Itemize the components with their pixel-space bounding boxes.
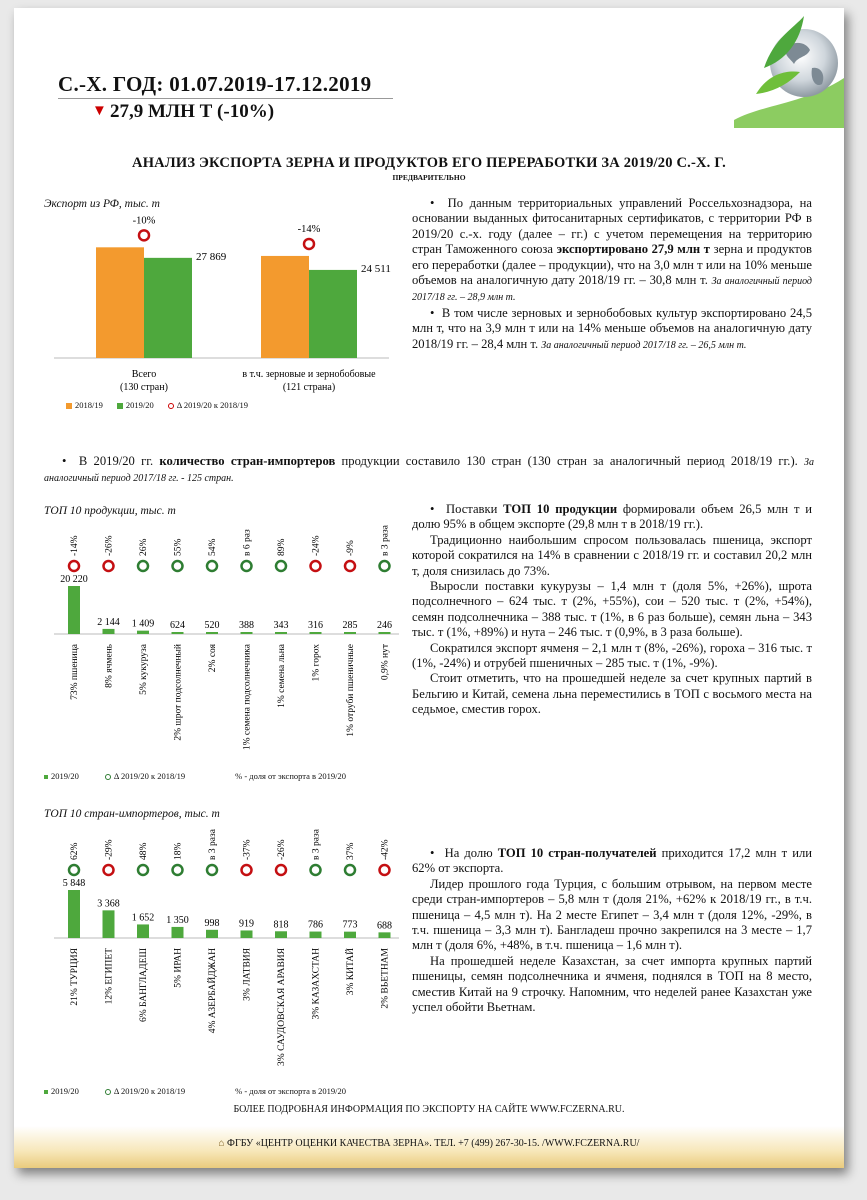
column-value-label: 2 144 [97,616,120,628]
document-page [14,8,844,1168]
delta-label: в 3 раза [380,525,391,556]
delta-label: в 3 раза [208,829,218,860]
chart1-export-svg [34,213,394,398]
column-bar [103,629,115,634]
category-label: 5% кукуруза [139,644,149,695]
category-label: 8% ячмень [104,644,115,688]
column-bar [68,890,80,938]
delta-label: в 3 раза [311,829,322,860]
delta-label: -37% [242,839,253,860]
chart1-legend [66,400,248,410]
delta-marker [304,239,314,249]
delta-label: 48% [139,842,149,860]
column-value-label: 3 368 [97,898,120,910]
category-label: в т.ч. зерновые и зернобобовые [242,369,376,380]
delta-marker [207,865,217,875]
header-title: С.-Х. ГОД: 01.07.2019-17.12.2019 [58,72,372,96]
chart3-top-countries-svg [34,820,404,1085]
column-bar [379,932,391,938]
column-bar [344,632,356,634]
category-label: 1% семена подсолнечника [242,644,253,751]
circle-icon [105,1089,111,1095]
delta-label: 37% [346,842,356,860]
main-note: ПРЕДВАРИТЕЛЬНО [392,173,466,182]
column-value-label: 343 [273,620,289,631]
bar-2018-19 [96,247,144,358]
column-bar [206,930,218,938]
red-circle-icon [168,403,174,409]
delta-label: -9% [346,540,356,556]
category-label: 1% семена льна [277,644,287,708]
category-label: 3% ЛАТВИЯ [242,948,253,1001]
bar-value-label: 24 511 [361,262,391,275]
column-value-label: 246 [377,620,392,631]
column-bar [241,930,253,938]
category-label: 6% БАНГЛАДЕШ [139,948,149,1023]
chart1-title: Экспорт из РФ, тыс. т [44,198,160,210]
column-bar [379,632,391,634]
category-label-sub: (130 стран) [120,382,168,393]
column-bar [344,932,356,938]
column-bar [137,631,149,634]
category-label: 3% САУДОВСКАЯ АРАВИЯ [277,948,287,1066]
delta-marker [311,561,321,571]
delta-marker [345,561,355,571]
column-value-label: 818 [273,919,289,931]
text-block-3: • На долю ТОП 10 стран-получателей приходится 17,2 млн т или 62% от экспорта. Лидер прошлого года Турция, с большим отрывом, на первом месте среди стран-импортеров – 5,8 млн т (доля 21%, +62% к 2018/19 гг., в т.ч. пшеница – 4,5 млн т). На 2 месте Египет – 3,4 млн т (доля 12%, -29%, в т.ч. пшеница – 3,3 млн т). Бангладеш прочно закрепился на 3 месте – 1,7 млн т (доля 6%, +48%, в т.ч. пшеница – 1,6 млн т). На прошедшей неделе Казахстан, за счет импорта крупных партий пшеницы, семян подсолнечника и ячменя, поднялся в ТОП на 8 место, сместив Китай на 9 строчку. Напомним, что неделей ранее Казахстан уже успел обойти Вьетнам. [412,846,812,1015]
column-value-label: 624 [170,620,185,631]
delta-marker [138,865,148,875]
category-label: 2% шрот подсолнечный [173,644,184,741]
importers-count-text: • В 2019/20 гг. количество стран-импортеров продукции составило 130 стран (130 стран за аналогичный период 2018/19 гг.). За аналогичный период 2017/18 гг. - 125 стран. [44,454,814,485]
main-title: АНАЛИЗ ЭКСПОРТА ЗЕРНА И ПРОДУКТОВ ЕГО ПЕРЕРАБОТКИ ЗА 2019/20 С.-Х. Г. [132,155,726,171]
column-value-label: 5 848 [62,878,86,889]
column-bar [68,586,80,634]
header-subtitle: 27,9 МЛН Т (-10%) [110,101,275,122]
delta-label: 55% [173,538,184,556]
chart2-legend: 2019/20 Δ 2019/20 к 2018/19 % - доля от экспорта в 2019/20 [44,771,346,781]
delta-marker [69,561,79,571]
delta-marker [69,865,79,875]
category-label: 0,9% нут [380,644,391,681]
delta-label: 62% [70,842,80,860]
column-value-label: 316 [308,620,323,631]
legend-item-1920: 2019/20 [117,400,154,410]
home-icon: ⌂ [218,1138,228,1149]
category-label: 73% пшеница [70,644,80,700]
green-swatch-icon [44,1090,48,1094]
bar-2019-20 [309,270,357,358]
green-swatch-icon [44,775,48,779]
category-label: 2% ВЬЕТНАМ [380,948,391,1009]
column-bar [275,931,287,938]
delta-marker [207,561,217,571]
delta-label: 26% [139,538,149,556]
delta-label: -26% [104,535,115,556]
delta-label: -10% [132,215,156,227]
footer-organization: ⌂ ФГБУ «ЦЕНТР ОЦЕНКИ КАЧЕСТВА ЗЕРНА». ТЕЛ. +7 (499) 267-30-15. /WWW.FCZERNA.RU/ [218,1138,640,1149]
delta-label: -26% [277,839,287,860]
delta-marker [173,561,183,571]
orange-swatch-icon [66,403,72,409]
header-rule [58,98,393,99]
delta-marker [380,561,390,571]
category-label: 12% ЕГИПЕТ [104,948,115,1005]
category-label: 4% АЗЕРБАЙДЖАН [208,948,218,1034]
delta-label: -24% [311,535,322,556]
delta-label: 89% [277,538,287,556]
column-bar [275,632,287,634]
column-value-label: 1 350 [166,914,189,926]
delta-marker [345,865,355,875]
chart2-top-products-svg [34,516,404,781]
text-block-2: • Поставки ТОП 10 продукции формировали объем 26,5 млн т и долю 95% в общем экспорте (29,8 млн т в 2018/19 гг.). Традиционно наибольшим спросом пользовалась пшеница, экспорт которой сократился на 14% в сравнении с 2018/19 гг. и составил 20,2 млн т, доля снизилась до 73%. Выросли поставки кукурузы – 1,4 млн т (доля 5%, +26%), шрота подсолнечного – 624 тыс. т (2%, +55%), сои – 520 тыс. т (2%, +54%), семян подсолнечника – 388 тыс. т (1%, в 6 раз больше), семян льна – 343 тыс. т (1%, +89%) и нута – 246 тыс. т (0,9%, в 3 раза больше). Сократился экспорт ячменя – 2,1 млн т (8%, -26%), гороха – 316 тыс. т (1%, -24%) и отрубей пшеничных – 285 тыс. т (1%, -9%). Стоит отметить, что на прошедшей неделе за счет крупных партий в Бельгию и Китай, семена льна переместились в ТОП с восьмого места на седьмое, сместив горох. [412,502,813,717]
bar-value-label: 27 869 [196,250,227,263]
footer-info-link[interactable]: БОЛЕЕ ПОДРОБНАЯ ИНФОРМАЦИЯ ПО ЭКСПОРТУ НА САЙТЕ WWW.FCZERNA.RU. [233,1104,625,1115]
category-label: 3% КАЗАХСТАН [311,948,322,1020]
column-value-label: 998 [204,917,220,929]
globe-logo-icon [734,8,844,128]
delta-label: -42% [380,839,391,860]
circle-icon [105,774,111,780]
category-label: Всего [131,369,157,380]
column-value-label: 786 [308,919,323,931]
column-bar [310,632,322,634]
text-block-1 [412,196,812,353]
legend-item-delta: Δ 2019/20 к 2018/19 [168,400,248,410]
chart3-title: ТОП 10 стран-импортеров, тыс. т [44,808,220,820]
column-value-label: 688 [377,920,392,932]
column-value-label: 919 [239,918,254,930]
column-value-label: 1 409 [131,618,155,630]
delta-label: 18% [173,842,184,860]
column-bar [206,632,218,634]
column-bar [241,632,253,634]
column-bar [310,932,322,938]
delta-label: в 6 раз [242,529,253,556]
delta-marker [104,865,114,875]
text1-paragraph-2: • В том числе зерновых и зернобобовых культур экспортировано 24,5 млн т, что на 3,9 млн т или на 14% меньше объемов на аналогичную дату 2018/19 гг. – 28,4 млн т. За аналогичный период 2017/18 гг. – 26,5 млн т. [412,305,812,351]
delta-label: 54% [208,538,218,556]
column-bar [103,910,115,938]
column-value-label: 520 [204,620,220,631]
bar-2019-20 [144,258,192,358]
delta-marker [139,230,149,240]
category-label: 1% горох [311,644,322,682]
category-label: 1% отруби пшеничные [346,644,356,737]
column-value-label: 285 [342,620,358,631]
delta-label: -29% [104,839,115,860]
column-value-label: 20 220 [60,574,88,585]
down-triangle-icon: ▼ [92,103,107,119]
delta-label: -14% [297,223,321,235]
delta-label: -14% [70,535,80,556]
category-label-sub: (121 страна) [282,382,336,393]
green-swatch-icon [117,403,123,409]
chart2-title: ТОП 10 продукции, тыс. т [44,505,176,517]
column-value-label: 1 652 [131,912,155,924]
category-label: 5% ИРАН [173,948,184,988]
text1-paragraph-1: • По данным территориальных управлений Россельхознадзора, на основании выданных фитосанитарных сертификатов, с территории РФ в 2019/20 с.-х. году (далее – гг.) с учетом перемещения на территорию стран Таможенного союза экспортировано 27,9 млн т зерна и продуктов его переработки (далее – продукции), что на 3,0 млн т или на 10% меньше объемов на аналогичную дату 2018/19 гг. – 30,8 млн т. За аналогичный период 2017/18 гг. – 28,9 млн т. [412,196,812,304]
delta-marker [380,865,390,875]
delta-marker [104,561,114,571]
delta-marker [242,865,252,875]
delta-marker [173,865,183,875]
column-bar [172,632,184,634]
delta-marker [276,865,286,875]
delta-marker [311,865,321,875]
bar-2018-19 [261,256,309,358]
column-bar [137,924,149,938]
category-label: 3% КИТАЙ [346,948,356,996]
delta-marker [138,561,148,571]
chart3-legend: 2019/20 Δ 2019/20 к 2018/19 % - доля от экспорта в 2019/20 [44,1086,346,1096]
delta-marker [242,561,252,571]
column-value-label: 773 [342,919,358,931]
legend-item-1819: 2018/19 [66,400,103,410]
column-bar [172,927,184,938]
category-label: 2% соя [208,644,218,673]
column-value-label: 388 [239,620,254,631]
category-label: 21% ТУРЦИЯ [70,948,80,1006]
delta-marker [276,561,286,571]
